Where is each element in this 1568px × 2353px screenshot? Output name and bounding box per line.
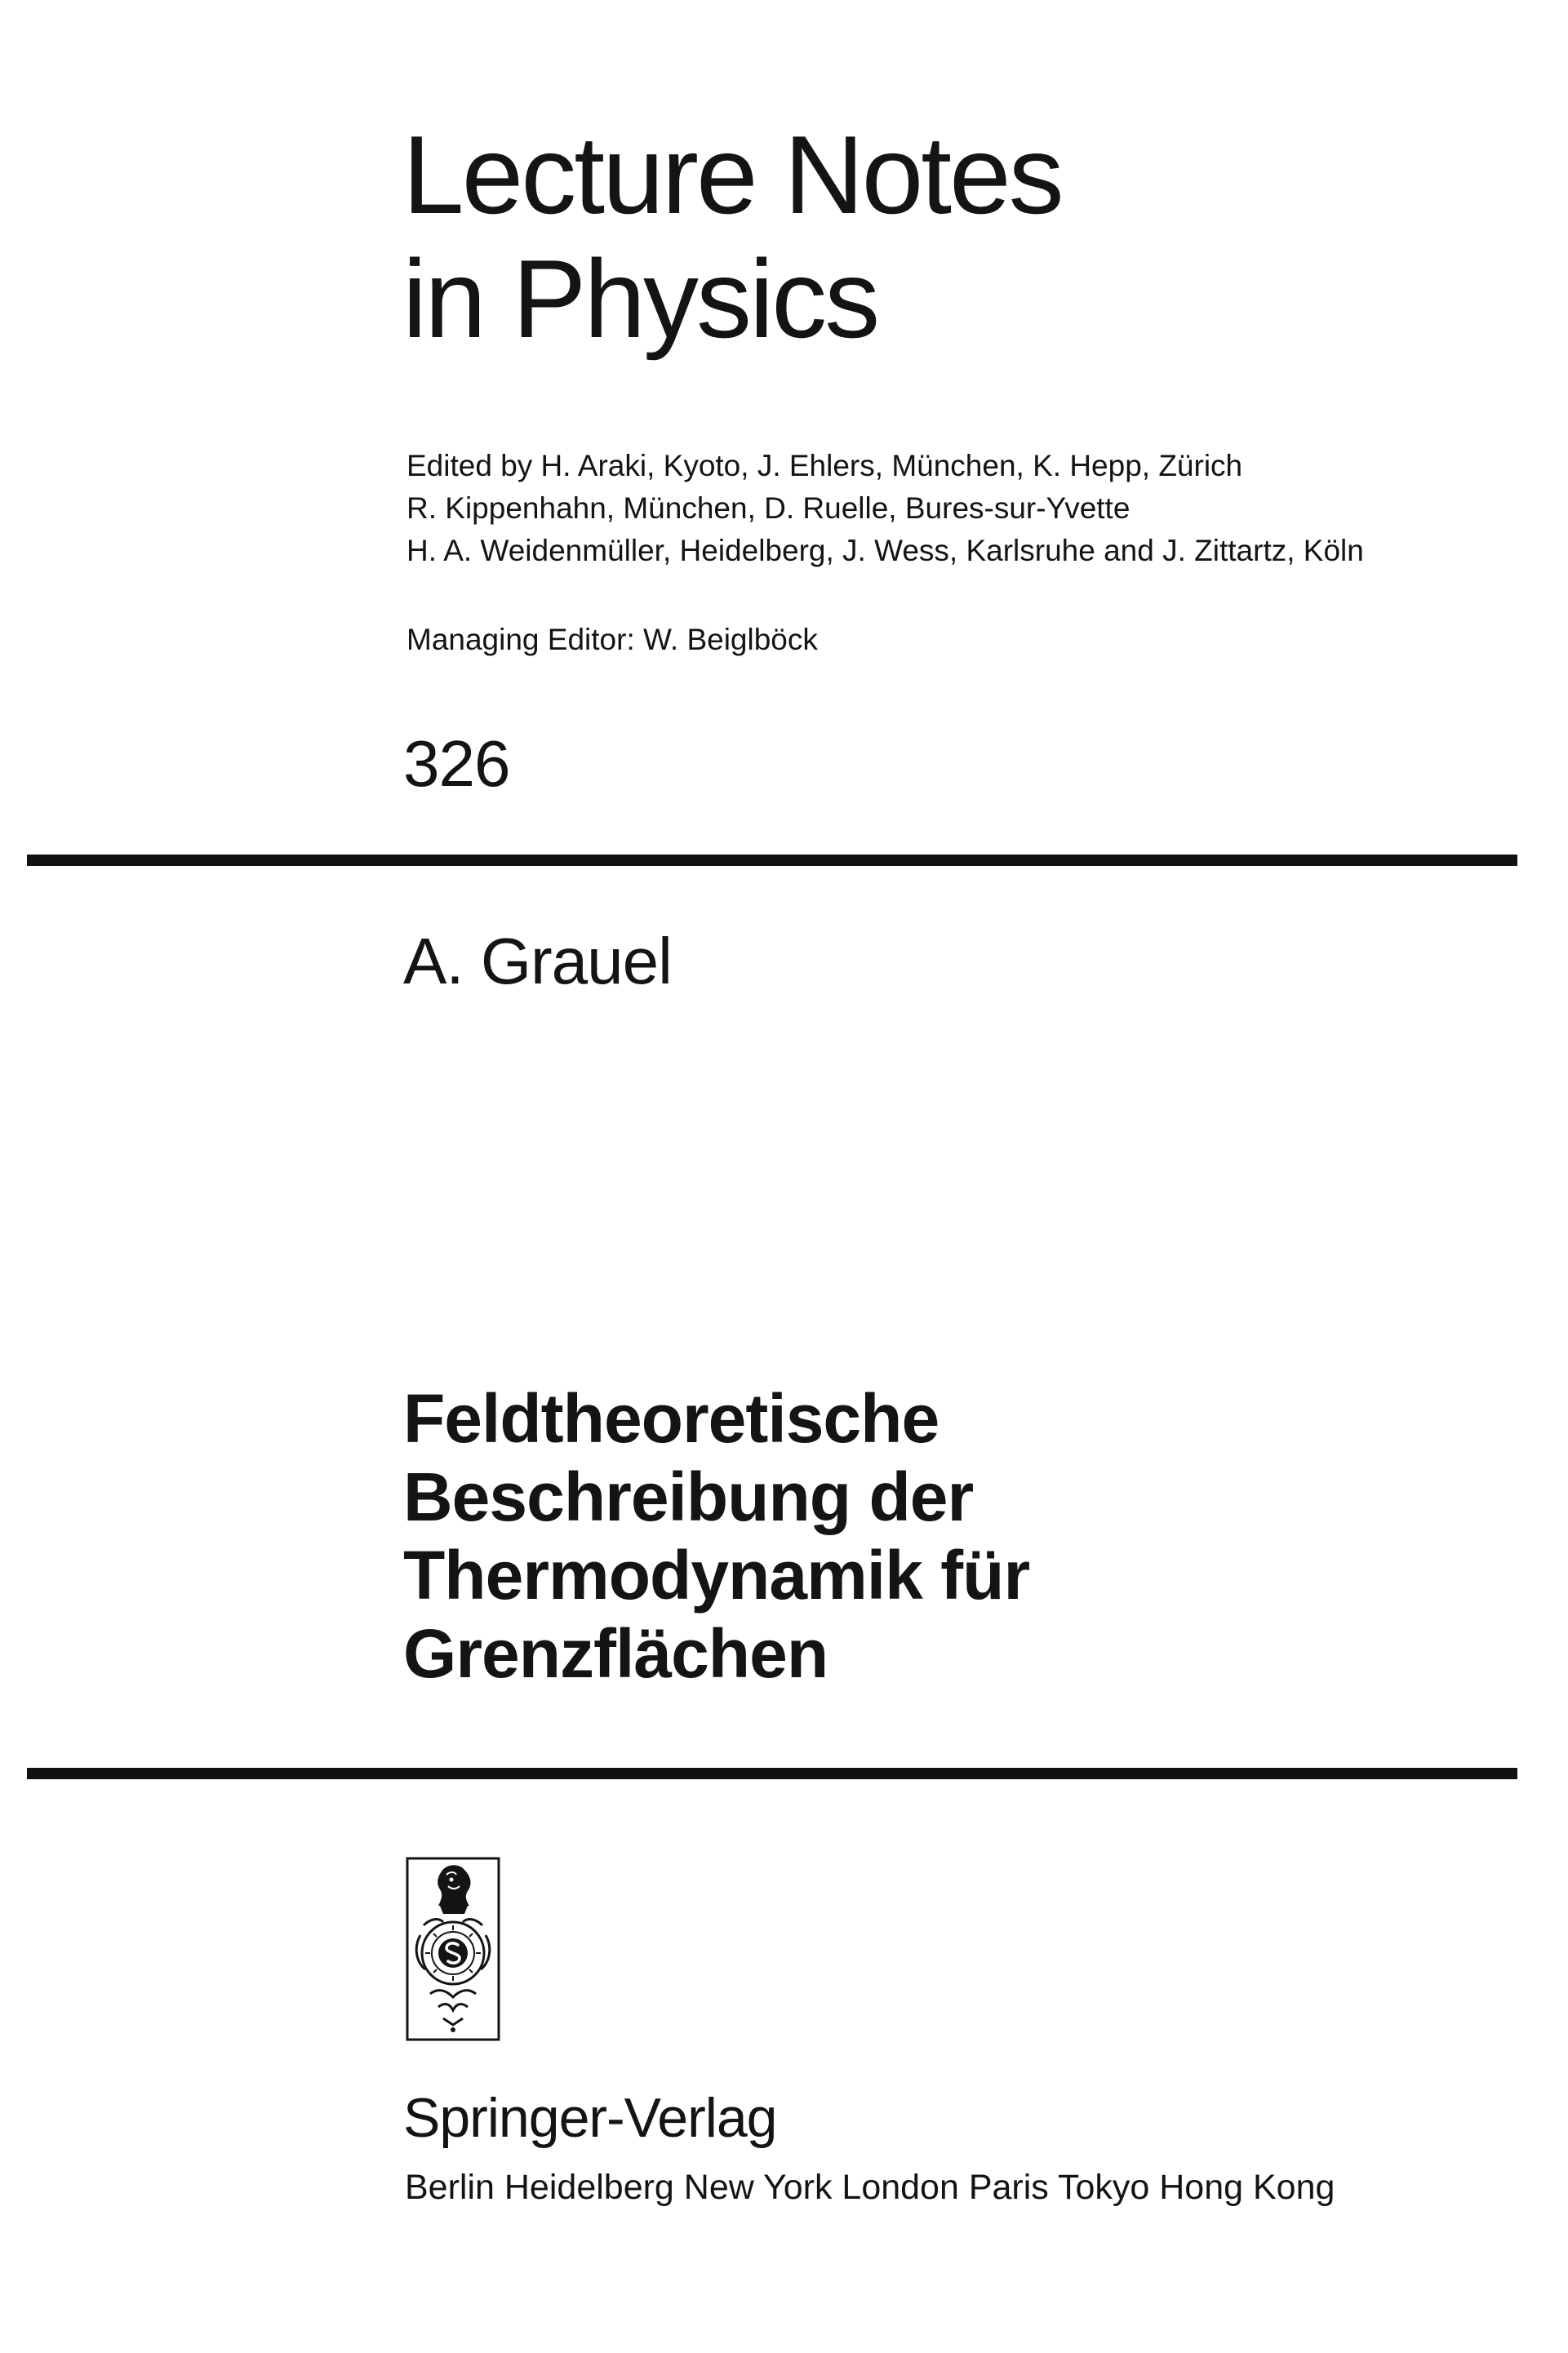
- book-title-line-2: Beschreibung der: [403, 1458, 974, 1535]
- series-title: [402, 113, 1464, 361]
- book-title: [403, 1379, 1464, 1693]
- top-divider-rule: [27, 855, 1517, 866]
- editors-line-1: Edited by H. Araki, Kyoto, J. Ehlers, München, K. Hepp, Zürich: [406, 449, 1243, 482]
- editors-line-3: H. A. Weidenmüller, Heidelberg, J. Wess, Karlsruhe and J. Zittartz, Köln: [406, 534, 1364, 567]
- editors-block: [406, 445, 1468, 572]
- volume-number: 326: [403, 727, 510, 800]
- author-name: A. Grauel: [403, 925, 672, 997]
- book-title-line-3: Thermodynamik für: [403, 1537, 1030, 1614]
- editors-line-2: R. Kippenhahn, München, D. Ruelle, Bures-sur-Yvette: [406, 491, 1130, 525]
- bottom-divider-rule: [27, 1768, 1517, 1779]
- series-title-line-2: in Physics: [402, 237, 878, 361]
- series-title-line-1: Lecture Notes: [402, 113, 1062, 237]
- springer-knight-logo-icon: [406, 1857, 500, 2041]
- managing-editor: Managing Editor: W. Beiglböck: [406, 623, 818, 656]
- publisher-name: Springer-Verlag: [403, 2087, 777, 2149]
- publisher-cities: Berlin Heidelberg New York London Paris Tokyo Hong Kong: [405, 2168, 1335, 2207]
- book-title-line-1: Feldtheoretische: [403, 1380, 939, 1457]
- book-title-line-4: Grenzflächen: [403, 1615, 828, 1692]
